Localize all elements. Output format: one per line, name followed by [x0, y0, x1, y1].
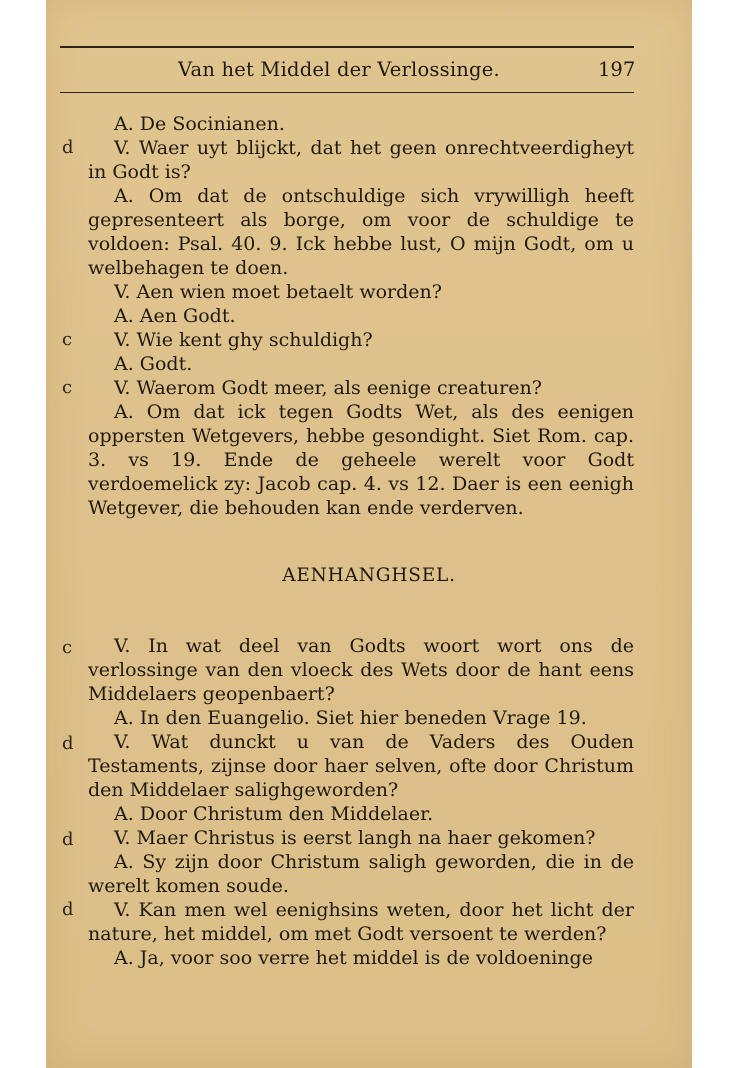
paragraph: A. Om dat de ontschuldige sich vrywilligh heeft gepresenteert als borge, om voor de schuldige te voldoen: Psal. 40. 9. Ick hebbe lust, O mijn Godt, om u welbehagen te doen.	[88, 185, 634, 279]
paragraph: A. Door Christum den Middelaer.	[114, 803, 434, 825]
paragraph: V. In wat deel van Godts woort wort ons de verlossinge van den vloeck des Wets door de hant eens Middelaers geopenbaert?	[88, 635, 634, 705]
paragraph: A. Om dat ick tegen Godts Wet, als des eenigen oppersten Wetgevers, hebbe gesondight. Siet Rom. cap. 3. vs 19. Ende de geheele werelt voor Godt verdoemelick zy: Jacob cap. 4. vs 12. Daer is een eenigh Wetgever, die behouden kan ende verderven.	[88, 401, 634, 519]
paragraph: A. Ja, voor soo verre het middel is de voldoeninge	[114, 947, 593, 969]
text-block-2	[88, 634, 634, 970]
margin-mark: c	[62, 377, 73, 398]
paragraph: A. Aen Godt.	[114, 305, 236, 327]
paragraph: A. In den Euangelio. Siet hier beneden Vrage 19.	[114, 707, 587, 729]
text-block-1	[88, 112, 634, 520]
page-number: 197	[598, 58, 636, 81]
margin-mark: d	[62, 137, 74, 158]
paragraph: V. Waer uyt blijckt, dat het geen onrechtveerdigheyt in Godt is?	[88, 137, 634, 183]
paragraph: A. Godt.	[114, 353, 193, 375]
paragraph: V. Waerom Godt meer, als eenige creaturen?	[114, 377, 542, 399]
margin-mark: c	[62, 329, 73, 350]
paragraph: V. Kan men wel eenighsins weten, door het licht der nature, het middel, om met Godt versoent te werden?	[88, 899, 634, 945]
margin-mark: c	[62, 637, 73, 658]
margin-mark: d	[62, 829, 74, 850]
running-title: Van het Middel der Verlossinge.	[178, 58, 500, 81]
header-rule-bottom	[60, 92, 634, 93]
paragraph: A. Sy zijn door Christum saligh geworden, die in de werelt komen soude.	[88, 851, 634, 897]
margin-mark: d	[62, 733, 74, 754]
header-rule-top	[60, 46, 634, 48]
margin-mark: d	[62, 899, 74, 920]
book-page	[46, 0, 692, 1068]
paragraph: V. Wat dunckt u van de Vaders des Ouden Testaments, zijnse door haer selven, ofte door Christum den Middelaer salighgeworden?	[88, 731, 634, 801]
section-title: AENHANGHSEL.	[282, 565, 456, 586]
paragraph: V. Aen wien moet betaelt worden?	[114, 281, 442, 303]
paragraph: A. De Socinianen.	[114, 113, 285, 135]
paragraph: V. Maer Christus is eerst langh na haer gekomen?	[114, 827, 596, 849]
paragraph: V. Wie kent ghy schuldigh?	[114, 329, 373, 351]
